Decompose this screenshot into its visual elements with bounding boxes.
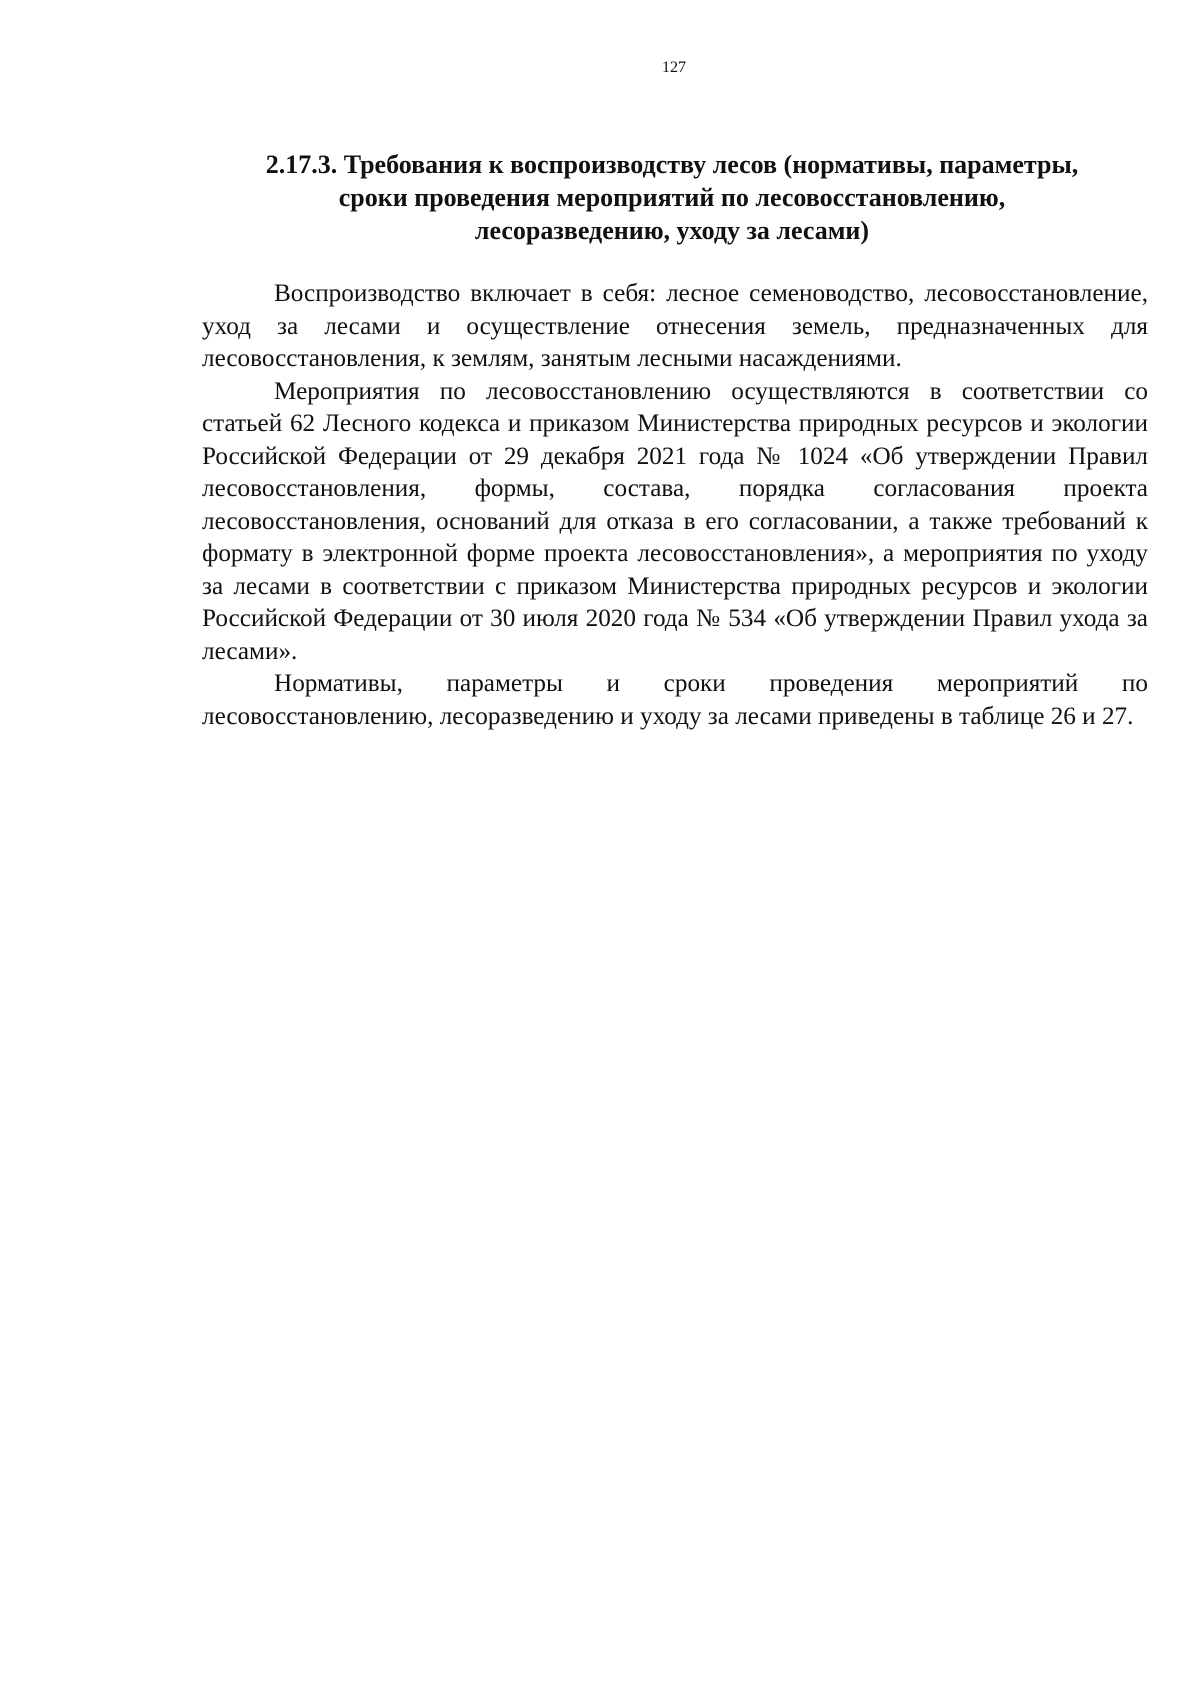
section-heading-line-1: 2.17.3. Требования к воспроизводству лесов (нормативы, параметры, [265, 150, 1079, 179]
section-heading [198, 148, 1146, 247]
paragraph-reproduction: Воспроизводство включает в себя: лесное семеноводство, лесовосстановление, уход за лесами и осуществление отнесения земель, предназначенных для лесовосстановления, к землям, занятым лесными насаждениями. [202, 280, 1148, 372]
body-text [202, 278, 1148, 733]
paragraph-norms-reference: Нормативы, параметры и сроки проведения мероприятий по лесовосстановлению, лесоразведению и уходу за лесами приведены в таблице 26 и 27. [202, 670, 1148, 730]
paragraph-reforestation-measures: Мероприятия по лесовосстановлению осуществляются в соответствии со статьей 62 Лесного кодекса и приказом Министерства природных ресурсов и экологии Российской Федерации от 29 декабря 2021 года № 1024 «Об утверждении Правил лесовосстановления, формы, состава, порядка согласования проекта лесовосстановления, оснований для отказа в его согласовании, а также требований к формату в электронной форме проекта лесовосстановления», а мероприятия по уходу за лесами в соответствии с приказом Министерства природных ресурсов и экологии Российской Федерации от 30 июля 2020 года № 534 «Об утверждении Правил ухода за лесами». [202, 377, 1148, 665]
section-heading-line-2: сроки проведения мероприятий по лесовосстановлению, [338, 183, 1006, 212]
page-number: 127 [662, 59, 686, 76]
section-heading-line-3: лесоразведению, уходу за лесами) [474, 216, 870, 245]
